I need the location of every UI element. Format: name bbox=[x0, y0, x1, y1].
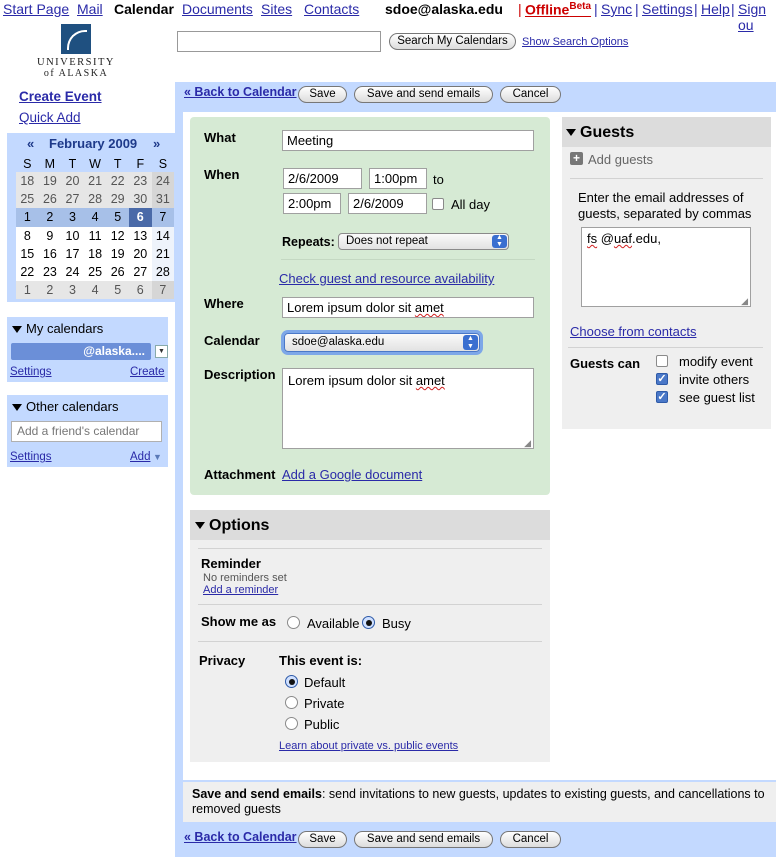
save-send-explanation: Save and send emails: send invitations to new guests, updates to existing guests, and cancellations to removed guests bbox=[183, 782, 776, 822]
calendar-select[interactable]: sdoe@alaska.edu ▲ ▼ bbox=[284, 333, 480, 352]
calendar-day[interactable]: 2 bbox=[39, 208, 62, 226]
options-title[interactable]: Options bbox=[195, 517, 269, 535]
calendar-day[interactable]: 20 bbox=[61, 172, 84, 190]
calendar-day[interactable]: 31 bbox=[152, 190, 175, 208]
nav-separator: | bbox=[518, 1, 522, 17]
calendar-list-item[interactable]: @alaska.... bbox=[11, 343, 151, 360]
other-calendars-settings-link[interactable]: Settings bbox=[10, 451, 52, 463]
calendar-day[interactable]: 28 bbox=[84, 190, 107, 208]
other-calendars-header[interactable]: Other calendars bbox=[12, 399, 119, 414]
save-button[interactable]: Save bbox=[298, 86, 347, 103]
start-date-input[interactable]: 2/6/2009 bbox=[283, 168, 362, 189]
dow-label: T bbox=[113, 156, 122, 171]
collapse-triangle-icon bbox=[195, 522, 205, 529]
nav-offline[interactable]: Offline$^{Beta}$ bbox=[525, 1, 592, 18]
end-date-input[interactable]: 2/6/2009 bbox=[348, 193, 427, 214]
privacy-public-radio[interactable] bbox=[285, 717, 298, 730]
calendar-day[interactable]: 6 bbox=[129, 281, 152, 299]
repeats-label: Repeats: bbox=[282, 235, 335, 249]
description-textarea[interactable]: Lorem ipsum dolor sit amet ◢ bbox=[282, 368, 534, 449]
collapse-triangle-icon bbox=[566, 129, 576, 136]
cancel-button-bottom[interactable]: Cancel bbox=[500, 831, 561, 848]
add-dropdown-icon[interactable]: ▼ bbox=[153, 452, 162, 462]
logo-line2: of ALASKA bbox=[43, 68, 109, 79]
nav-settings[interactable]: Settings bbox=[642, 1, 693, 17]
calendar-day[interactable]: 25 bbox=[84, 263, 107, 281]
modify-event-checkbox[interactable] bbox=[656, 355, 668, 367]
calendar-day[interactable]: 20 bbox=[129, 245, 152, 263]
calendar-menu-dropdown-icon[interactable]: ▼ bbox=[155, 345, 168, 358]
when-label: When bbox=[204, 167, 240, 182]
calendar-day[interactable]: 24 bbox=[61, 263, 84, 281]
privacy-public-label: Public bbox=[304, 717, 340, 732]
create-calendar-link[interactable]: Create bbox=[130, 366, 165, 378]
description-label: Description bbox=[204, 367, 276, 382]
calendar-day[interactable]: 24 bbox=[152, 172, 175, 190]
search-button[interactable]: Search My Calendars bbox=[389, 33, 516, 50]
nav-mail[interactable]: Mail bbox=[77, 1, 103, 17]
calendar-day[interactable]: 7 bbox=[152, 208, 175, 226]
privacy-default-label: Default bbox=[304, 675, 346, 690]
mini-calendar-grid bbox=[16, 155, 174, 299]
repeats-select[interactable]: Does not repeat ▲ ▼ bbox=[338, 233, 509, 250]
save-and-send-button-bottom[interactable]: Save and send emails bbox=[354, 831, 493, 848]
calendar-day[interactable]: 22 bbox=[16, 263, 39, 281]
see-guest-list-checkbox[interactable]: ✓ bbox=[657, 391, 667, 403]
add-guests-toggle[interactable]: Add guests bbox=[588, 152, 654, 167]
where-label: Where bbox=[204, 296, 244, 311]
back-to-calendar-link-bottom[interactable]: « Back to Calendar bbox=[184, 830, 297, 844]
calendar-day[interactable]: 2 bbox=[39, 281, 62, 299]
add-calendar-link[interactable]: Add bbox=[130, 451, 151, 463]
select-arrows-icon: ▲ ▼ bbox=[463, 335, 478, 350]
busy-label: Busy bbox=[382, 616, 411, 631]
what-label: What bbox=[204, 130, 236, 145]
invite-others-label: invite others bbox=[679, 372, 750, 387]
privacy-default-radio[interactable] bbox=[285, 675, 298, 688]
start-time-input[interactable]: 1:00pm bbox=[369, 168, 427, 189]
cancel-button[interactable]: Cancel bbox=[500, 86, 561, 103]
nav-documents[interactable]: Documents bbox=[182, 1, 253, 17]
my-calendars-header[interactable]: My calendars bbox=[12, 321, 103, 336]
add-friend-calendar-input[interactable]: Add a friend's calendar bbox=[11, 421, 162, 442]
calendar-day[interactable]: 1 bbox=[16, 281, 39, 299]
calendar-day[interactable]: 8 bbox=[16, 227, 39, 245]
calendar-day-selected[interactable]: 6 bbox=[129, 208, 152, 226]
logo-line1: UNIVERSITY bbox=[37, 57, 115, 68]
calendar-day[interactable]: 5 bbox=[106, 281, 129, 299]
my-calendars-settings-link[interactable]: Settings bbox=[10, 366, 52, 378]
end-time-input[interactable]: 2:00pm bbox=[283, 193, 341, 214]
calendar-day[interactable]: 27 bbox=[61, 190, 84, 208]
university-logo[interactable] bbox=[28, 24, 124, 84]
calendar-day[interactable]: 17 bbox=[61, 245, 84, 263]
calendar-day[interactable]: 29 bbox=[106, 190, 129, 208]
add-reminder-link[interactable]: Add a reminder bbox=[203, 584, 279, 596]
calendar-day[interactable]: 3 bbox=[61, 281, 84, 299]
calendar-day[interactable]: 21 bbox=[152, 245, 175, 263]
mini-calendar bbox=[7, 133, 175, 302]
choose-from-contacts-link[interactable]: Choose from contacts bbox=[570, 324, 697, 339]
busy-radio[interactable] bbox=[362, 616, 375, 629]
to-label: to bbox=[433, 172, 444, 187]
other-calendars-panel bbox=[7, 395, 168, 467]
divider bbox=[570, 178, 763, 179]
search-input[interactable] bbox=[177, 31, 381, 52]
calendar-day[interactable]: 21 bbox=[84, 172, 107, 190]
available-radio[interactable] bbox=[287, 616, 300, 629]
reminder-label: Reminder bbox=[201, 556, 261, 571]
calendar-day[interactable]: 26 bbox=[106, 263, 129, 281]
select-arrows-icon: ▲ ▼ bbox=[492, 235, 507, 248]
calendar-day[interactable]: 30 bbox=[129, 190, 152, 208]
calendar-day[interactable]: 9 bbox=[39, 227, 62, 245]
collapse-triangle-icon bbox=[12, 404, 22, 411]
dow-label: M bbox=[44, 156, 56, 171]
calendar-day[interactable]: 18 bbox=[84, 245, 107, 263]
logo-mark-icon bbox=[61, 24, 91, 54]
dow-label: S bbox=[23, 156, 32, 171]
calendar-day[interactable]: 11 bbox=[84, 227, 107, 245]
guests-can-label: Guests can bbox=[570, 356, 641, 371]
nav-sign-out[interactable]: Sign ou bbox=[738, 1, 767, 33]
all-day-label: All day bbox=[451, 197, 491, 212]
no-reminders-text: No reminders set bbox=[203, 572, 287, 584]
calendar-day[interactable]: 19 bbox=[106, 245, 129, 263]
dow-label: T bbox=[68, 156, 77, 171]
back-to-calendar-link[interactable]: « Back to Calendar bbox=[184, 85, 297, 99]
resize-grip-icon[interactable]: ◢ bbox=[741, 296, 748, 306]
calendar-day[interactable]: 12 bbox=[106, 227, 129, 245]
calendar-day[interactable]: 13 bbox=[129, 227, 152, 245]
calendar-day[interactable]: 23 bbox=[39, 263, 62, 281]
quick-add-link[interactable]: Quick Add bbox=[19, 110, 81, 125]
privacy-private-radio[interactable] bbox=[285, 696, 298, 709]
top-navigation: Start Page Mail Calendar Documents Sites Contacts sdoe@alaska.edu | Offline$^{Beta}$ | Sync | Settings | Help | Sign ou bbox=[0, 0, 782, 22]
divider bbox=[568, 347, 763, 348]
nav-contacts[interactable]: Contacts bbox=[304, 1, 360, 17]
save-and-send-button[interactable]: Save and send emails bbox=[354, 86, 493, 103]
guests-title[interactable]: Guests bbox=[566, 124, 634, 142]
nav-sync[interactable]: Sync bbox=[601, 1, 633, 17]
privacy-private-label: Private bbox=[304, 696, 345, 711]
beta-badge: Beta bbox=[569, 1, 592, 12]
next-month-button[interactable]: » bbox=[153, 136, 161, 151]
divider bbox=[198, 604, 542, 605]
this-event-is-label: This event is: bbox=[279, 653, 363, 668]
privacy-label: Privacy bbox=[199, 653, 246, 668]
calendar-day[interactable]: 23 bbox=[129, 172, 152, 190]
guest-instructions: Enter the email addresses of guests, separated by commas bbox=[578, 190, 752, 221]
divider bbox=[281, 259, 535, 260]
divider bbox=[198, 641, 542, 642]
learn-privacy-link[interactable]: Learn about private vs. public events bbox=[279, 740, 459, 752]
mini-calendar-header bbox=[7, 136, 175, 152]
attachment-label: Attachment bbox=[204, 467, 276, 482]
my-calendars-panel bbox=[7, 317, 168, 382]
collapse-triangle-icon bbox=[12, 326, 22, 333]
user-email: sdoe@alaska.edu bbox=[385, 1, 503, 17]
calendar-day[interactable]: 4 bbox=[84, 281, 107, 299]
available-label: Available bbox=[307, 616, 360, 631]
calendar-day[interactable]: 5 bbox=[106, 208, 129, 226]
calendar-day[interactable]: 1 bbox=[16, 208, 39, 226]
nav-help[interactable]: Help bbox=[701, 1, 730, 17]
where-input[interactable]: Lorem ipsum dolor sit amet bbox=[282, 297, 534, 318]
calendar-day[interactable]: 3 bbox=[61, 208, 84, 226]
calendar-day[interactable]: 4 bbox=[84, 208, 107, 226]
resize-grip-icon[interactable]: ◢ bbox=[524, 438, 531, 448]
calendar-label: Calendar bbox=[204, 333, 260, 348]
invite-others-checkbox[interactable]: ✓ bbox=[657, 373, 667, 385]
dow-label: F bbox=[136, 156, 145, 171]
dow-label: W bbox=[89, 156, 101, 171]
modify-event-label: modify event bbox=[679, 354, 753, 369]
check-availability-link[interactable]: Check guest and resource availability bbox=[279, 271, 495, 286]
create-event-link[interactable]: Create Event bbox=[19, 89, 102, 104]
calendar-day[interactable]: 25 bbox=[16, 190, 39, 208]
calendar-day[interactable]: 7 bbox=[152, 281, 175, 299]
calendar-day[interactable]: 28 bbox=[152, 263, 175, 281]
dow-label: S bbox=[158, 156, 168, 171]
calendar-day[interactable]: 22 bbox=[106, 172, 129, 190]
save-button-bottom[interactable]: Save bbox=[298, 831, 347, 848]
nav-start-page[interactable]: Start Page bbox=[3, 1, 70, 17]
what-input[interactable]: Meeting bbox=[282, 130, 534, 151]
calendar-day[interactable]: 15 bbox=[16, 245, 39, 263]
calendar-day[interactable]: 18 bbox=[16, 172, 39, 190]
nav-sites[interactable]: Sites bbox=[261, 1, 293, 17]
show-me-as-label: Show me as bbox=[201, 614, 277, 629]
calendar-day[interactable]: 19 bbox=[39, 172, 62, 190]
divider bbox=[198, 548, 542, 549]
calendar-day[interactable]: 10 bbox=[61, 227, 84, 245]
calendar-day[interactable]: 16 bbox=[39, 245, 62, 263]
prev-month-button[interactable]: « bbox=[27, 136, 35, 151]
all-day-checkbox[interactable] bbox=[432, 198, 444, 210]
calendar-day[interactable]: 26 bbox=[39, 190, 62, 208]
see-guest-list-label: see guest list bbox=[679, 390, 755, 405]
show-search-options-link[interactable]: Show Search Options bbox=[522, 36, 629, 48]
calendar-day[interactable]: 27 bbox=[129, 263, 152, 281]
month-label: February 2009 bbox=[49, 136, 138, 151]
nav-calendar-current: Calendar bbox=[114, 1, 174, 17]
guest-emails-textarea[interactable]: fs @uaf.edu, ◢ bbox=[581, 227, 751, 307]
add-google-document-link[interactable]: Add a Google document bbox=[282, 467, 423, 482]
add-guests-plus-icon[interactable]: + bbox=[570, 152, 583, 165]
calendar-day[interactable]: 14 bbox=[152, 227, 175, 245]
